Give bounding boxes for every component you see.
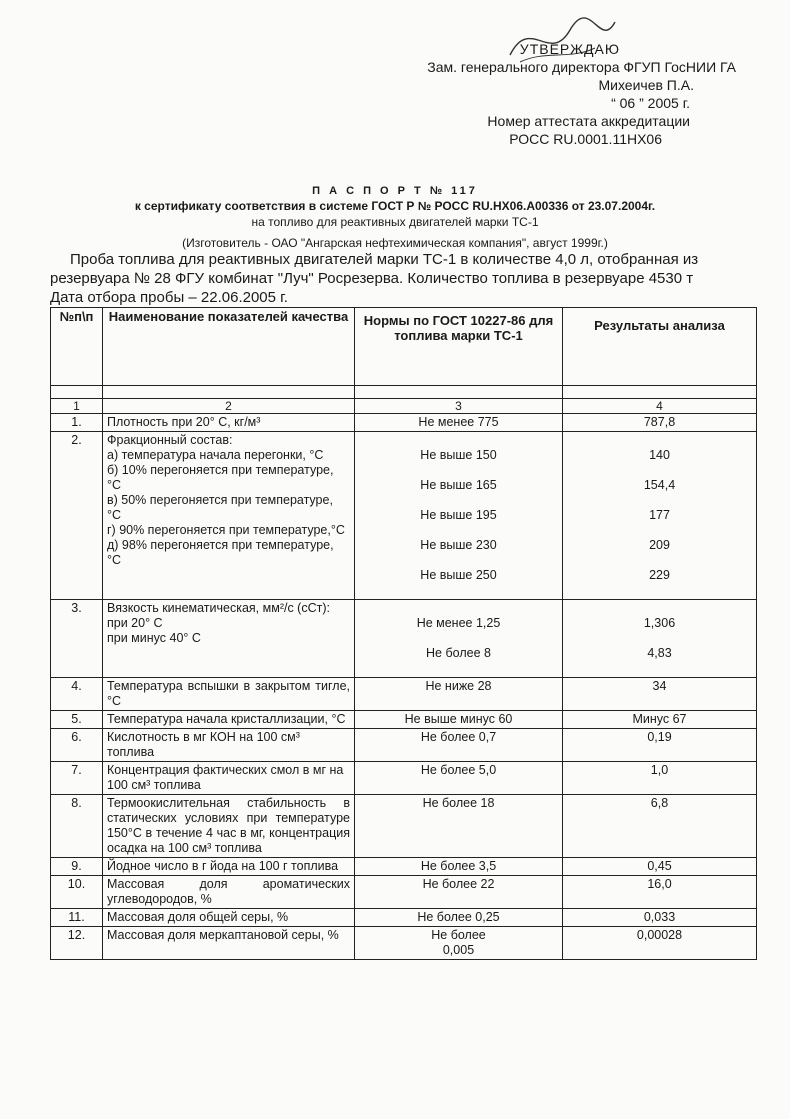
result-value — [563, 876, 757, 909]
result-value — [563, 711, 757, 729]
norm-value-line: Не выше 150 — [420, 448, 497, 462]
norm-value — [355, 432, 563, 600]
result-value — [563, 909, 757, 927]
approval-date-year: 2005 г. — [647, 95, 690, 111]
norm-value-line: Не более 18 — [422, 796, 495, 810]
result-value — [563, 729, 757, 762]
indicator-name-line: при минус 40° С — [107, 631, 201, 645]
indicator-name-line: Массовая доля общей серы, % — [107, 910, 289, 924]
table-row — [51, 432, 757, 600]
result-value-line: 787,8 — [643, 415, 676, 429]
row-number: 8. — [51, 795, 103, 858]
indicator-name-line: Вязкость кинематическая, мм²/с (сСт): — [107, 601, 330, 615]
norm-value — [355, 678, 563, 711]
norm-value-line: Не более 0,25 — [417, 910, 500, 924]
norm-value-line: Не выше 230 — [420, 538, 497, 552]
result-value-line: 6,8 — [650, 796, 669, 810]
result-value-line: 0,19 — [647, 730, 672, 744]
norm-value-line: Не менее 1,25 — [416, 616, 501, 630]
approval-date-day: “ 06 ” — [611, 95, 644, 111]
table-row — [51, 414, 757, 432]
row-number: 7. — [51, 762, 103, 795]
intro-line-2: резервуара № 28 ФГУ комбинат "Луч" Росрезерва. Количество топлива в резервуаре 4530 т — [50, 270, 694, 287]
result-value-line: 0,033 — [643, 910, 676, 924]
indicator-name-line: Термоокислительная стабильность в статических условиях при температуре 150°С в течение 4 час в мг, концентрация осадка на 100 см³ топлива — [107, 796, 350, 855]
column-number-row — [51, 399, 757, 414]
indicator-name-line: Концентрация фактических смол в мг на 100 см³ топлива — [107, 763, 344, 792]
table-row — [51, 795, 757, 858]
row-number: 5. — [51, 711, 103, 729]
result-value-line: 4,83 — [647, 646, 672, 660]
indicator-name — [103, 729, 355, 762]
table-body — [51, 414, 757, 960]
result-value-line: 0,00028 — [636, 928, 683, 942]
result-value-line — [567, 601, 752, 616]
result-value-line: 140 — [649, 448, 670, 462]
result-value-line: 154,4 — [643, 478, 676, 492]
result-value-line: 16,0 — [647, 877, 672, 891]
result-value — [563, 858, 757, 876]
result-value-line: 1,0 — [650, 763, 669, 777]
norm-value-line: Не выше 165 — [420, 478, 497, 492]
result-value-line: 34 — [652, 679, 667, 693]
indicator-name-line: Температура начала кристаллизации, °С — [107, 712, 346, 726]
norm-value-line: Не более — [431, 928, 486, 942]
indicator-name-line: Кислотность в мг КОН на 100 см³ топлива — [107, 730, 300, 759]
indicator-name — [103, 414, 355, 432]
result-value-line: 177 — [649, 508, 670, 522]
norm-value-line: Не более 22 — [422, 877, 495, 891]
indicator-name — [103, 711, 355, 729]
column-header-result: Результаты анализа — [563, 308, 757, 386]
accreditation-label: Номер аттестата аккредитации — [487, 113, 690, 129]
indicator-name — [103, 927, 355, 960]
norm-value-line: 0,005 — [442, 943, 475, 957]
row-number: 1. — [51, 414, 103, 432]
row-number: 11. — [51, 909, 103, 927]
approval-position: Зам. генерального директора ФГУП ГосНИИ ГА — [427, 59, 736, 75]
norm-value-line: Не более 5,0 — [420, 763, 497, 777]
norm-value — [355, 729, 563, 762]
norm-value — [355, 762, 563, 795]
table-row — [51, 927, 757, 960]
indicator-name — [103, 432, 355, 600]
norm-value — [355, 795, 563, 858]
accreditation-number: РОСС RU.0001.11НХ06 — [509, 131, 662, 147]
indicator-name — [103, 678, 355, 711]
result-value-line: Минус 67 — [632, 712, 687, 726]
indicator-name-line: Йодное число в г йода на 100 г топлива — [107, 859, 339, 873]
row-number: 9. — [51, 858, 103, 876]
indicator-name-line: при 20° С — [107, 616, 163, 630]
quality-table — [50, 307, 757, 960]
indicator-name — [103, 600, 355, 678]
norm-value-line — [359, 433, 558, 448]
norm-value-line: Не ниже 28 — [425, 679, 492, 693]
row-number: 4. — [51, 678, 103, 711]
table-row — [51, 678, 757, 711]
norm-value — [355, 711, 563, 729]
norm-value-line: Не более 0,7 — [420, 730, 497, 744]
result-value-line: 229 — [649, 568, 670, 582]
intro-line-3: Дата отбора пробы – 22.06.2005 г. — [50, 289, 288, 306]
norm-value-line: Не выше минус 60 — [404, 712, 513, 726]
norm-value — [355, 876, 563, 909]
column-number: 3 — [355, 399, 563, 414]
indicator-name-line: д) 98% перегоняется при температуре, °С — [107, 538, 334, 567]
norm-value-line: Не более 8 — [426, 646, 491, 660]
table-row — [51, 729, 757, 762]
result-value-line: 0,45 — [647, 859, 672, 873]
sample-description — [50, 250, 775, 307]
norm-value-line — [359, 601, 558, 616]
row-number: 6. — [51, 729, 103, 762]
indicator-name-line: г) 90% перегоняется при температуре,°С — [107, 523, 345, 537]
indicator-name-line: Фракционный состав: — [107, 433, 233, 447]
norm-value — [355, 927, 563, 960]
result-value-line — [567, 433, 752, 448]
table-row — [51, 762, 757, 795]
indicator-name-line: а) температура начала перегонки, °С — [107, 448, 324, 462]
manufacturer: (Изготовитель - ОАО "Ангарская нефтехимическая компания", август 1999г.) — [182, 236, 608, 250]
approval-heading: УТВЕРЖДАЮ — [519, 41, 620, 57]
passport-title: П А С П О Р Т № 117 — [312, 185, 478, 197]
column-header-name: Наименование показателей качества — [103, 308, 355, 386]
indicator-name-line: Температура вспышки в закрытом тигле, °С — [107, 679, 350, 708]
indicator-name-line: б) 10% перегоняется при температуре, °С — [107, 463, 334, 492]
indicator-name-line: Плотность при 20° С, кг/м³ — [107, 415, 261, 429]
norm-value — [355, 909, 563, 927]
norm-value — [355, 414, 563, 432]
norm-value-line: Не выше 250 — [420, 568, 497, 582]
indicator-name — [103, 858, 355, 876]
indicator-name-line: Массовая доля ароматических углеводородов, % — [107, 877, 350, 906]
indicator-name-line: в) 50% перегоняется при температуре, °С — [107, 493, 333, 522]
indicator-name-line: Массовая доля меркаптановой серы, % — [107, 928, 339, 942]
fuel-type: на топливо для реактивных двигателей марки ТС-1 — [251, 215, 539, 229]
certificate-subtitle: к сертификату соответствия в системе ГОСТ Р № РОСС RU.НХ06.А00336 от 23.07.2004г. — [134, 199, 656, 213]
table-row — [51, 711, 757, 729]
intro-line-1: Проба топлива для реактивных двигателей марки ТС-1 в количестве 4,0 л, отобранная из — [70, 251, 699, 268]
table-row — [51, 600, 757, 678]
result-value — [563, 927, 757, 960]
indicator-name — [103, 876, 355, 909]
table-row — [51, 909, 757, 927]
column-number: 1 — [51, 399, 103, 414]
approval-block — [380, 40, 780, 148]
column-number: 4 — [563, 399, 757, 414]
column-header-number: №п\п — [51, 308, 103, 386]
norm-value-line: Не менее 775 — [418, 415, 499, 429]
result-value — [563, 414, 757, 432]
table-row — [51, 876, 757, 909]
row-number: 3. — [51, 600, 103, 678]
result-value — [563, 762, 757, 795]
indicator-name — [103, 909, 355, 927]
norm-value-line: Не выше 195 — [420, 508, 497, 522]
approval-date — [380, 94, 780, 112]
table-header-row — [51, 308, 757, 386]
result-value-line: 1,306 — [643, 616, 676, 630]
result-value — [563, 795, 757, 858]
indicator-name — [103, 795, 355, 858]
column-header-norm: Нормы по ГОСТ 10227-86 для топлива марки ТС-1 — [355, 308, 563, 386]
table-row — [51, 858, 757, 876]
result-value — [563, 432, 757, 600]
column-number: 2 — [103, 399, 355, 414]
result-value — [563, 600, 757, 678]
approval-person: Михеичев П.А. — [598, 77, 694, 93]
result-value-line: 209 — [649, 538, 670, 552]
row-number: 2. — [51, 432, 103, 600]
norm-value — [355, 858, 563, 876]
norm-value — [355, 600, 563, 678]
result-value — [563, 678, 757, 711]
indicator-name — [103, 762, 355, 795]
row-number: 10. — [51, 876, 103, 909]
row-number: 12. — [51, 927, 103, 960]
norm-value-line: Не более 3,5 — [420, 859, 497, 873]
